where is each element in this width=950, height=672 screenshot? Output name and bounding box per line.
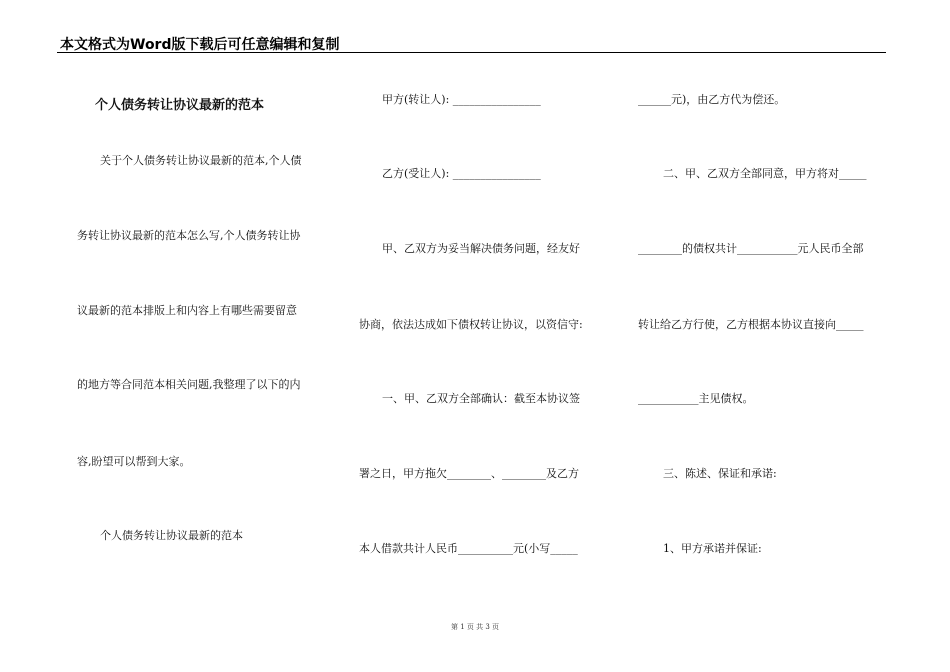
paragraph-line: ________的债权共计___________元人民币全部 (638, 242, 864, 255)
sub-clause-heading: 1、甲方承诺并保证: (663, 542, 762, 555)
section-subtitle: 个人债务转让协议最新的范本 (100, 529, 243, 542)
document-header-banner: 本文格式为Word版下载后可任意编辑和复制 (60, 37, 340, 53)
page-number: 第 1 页 共 3 页 (450, 623, 500, 631)
party-b-line: 乙方(受让人): ________________ (382, 167, 541, 180)
clause-two-line: 二、甲、乙双方全部同意，甲方将对_____ (663, 167, 867, 180)
paragraph-line: 本人借款共计人民币__________元(小写_____ (359, 542, 578, 555)
clause-three-heading: 三、陈述、保证和承诺: (663, 467, 777, 480)
paragraph-line: 署之日，甲方拖欠________、________及乙方 (359, 467, 579, 480)
paragraph-line: 转让给乙方行使，乙方根据本协议直接向_____ (638, 318, 864, 331)
paragraph-line: ______元)，由乙方代为偿还。 (638, 93, 786, 106)
paragraph-line: 甲、乙双方为妥当解决债务问题，经友好 (382, 242, 580, 255)
paragraph-line: 协商，依法达成如下债权转让协议，以资信守: (359, 318, 583, 331)
paragraph-line: ___________主见债权。 (638, 392, 754, 405)
paragraph-line: 的地方等合同范本相关问题,我整理了以下的内 (77, 378, 301, 391)
clause-one-line: 一、甲、乙双方全部确认：截至本协议签 (382, 392, 580, 405)
paragraph-line: 议最新的范本排版上和内容上有哪些需要留意 (77, 304, 297, 317)
party-a-line: 甲方(转让人): ________________ (382, 93, 541, 106)
header-divider (57, 52, 886, 53)
paragraph-line: 容,盼望可以帮到大家。 (77, 455, 191, 468)
paragraph-line: 关于个人债务转让协议最新的范本,个人债 (100, 154, 302, 167)
document-title: 个人债务转让协议最新的范本 (95, 98, 265, 113)
paragraph-line: 务转让协议最新的范本怎么写,个人债务转让协 (77, 229, 301, 242)
